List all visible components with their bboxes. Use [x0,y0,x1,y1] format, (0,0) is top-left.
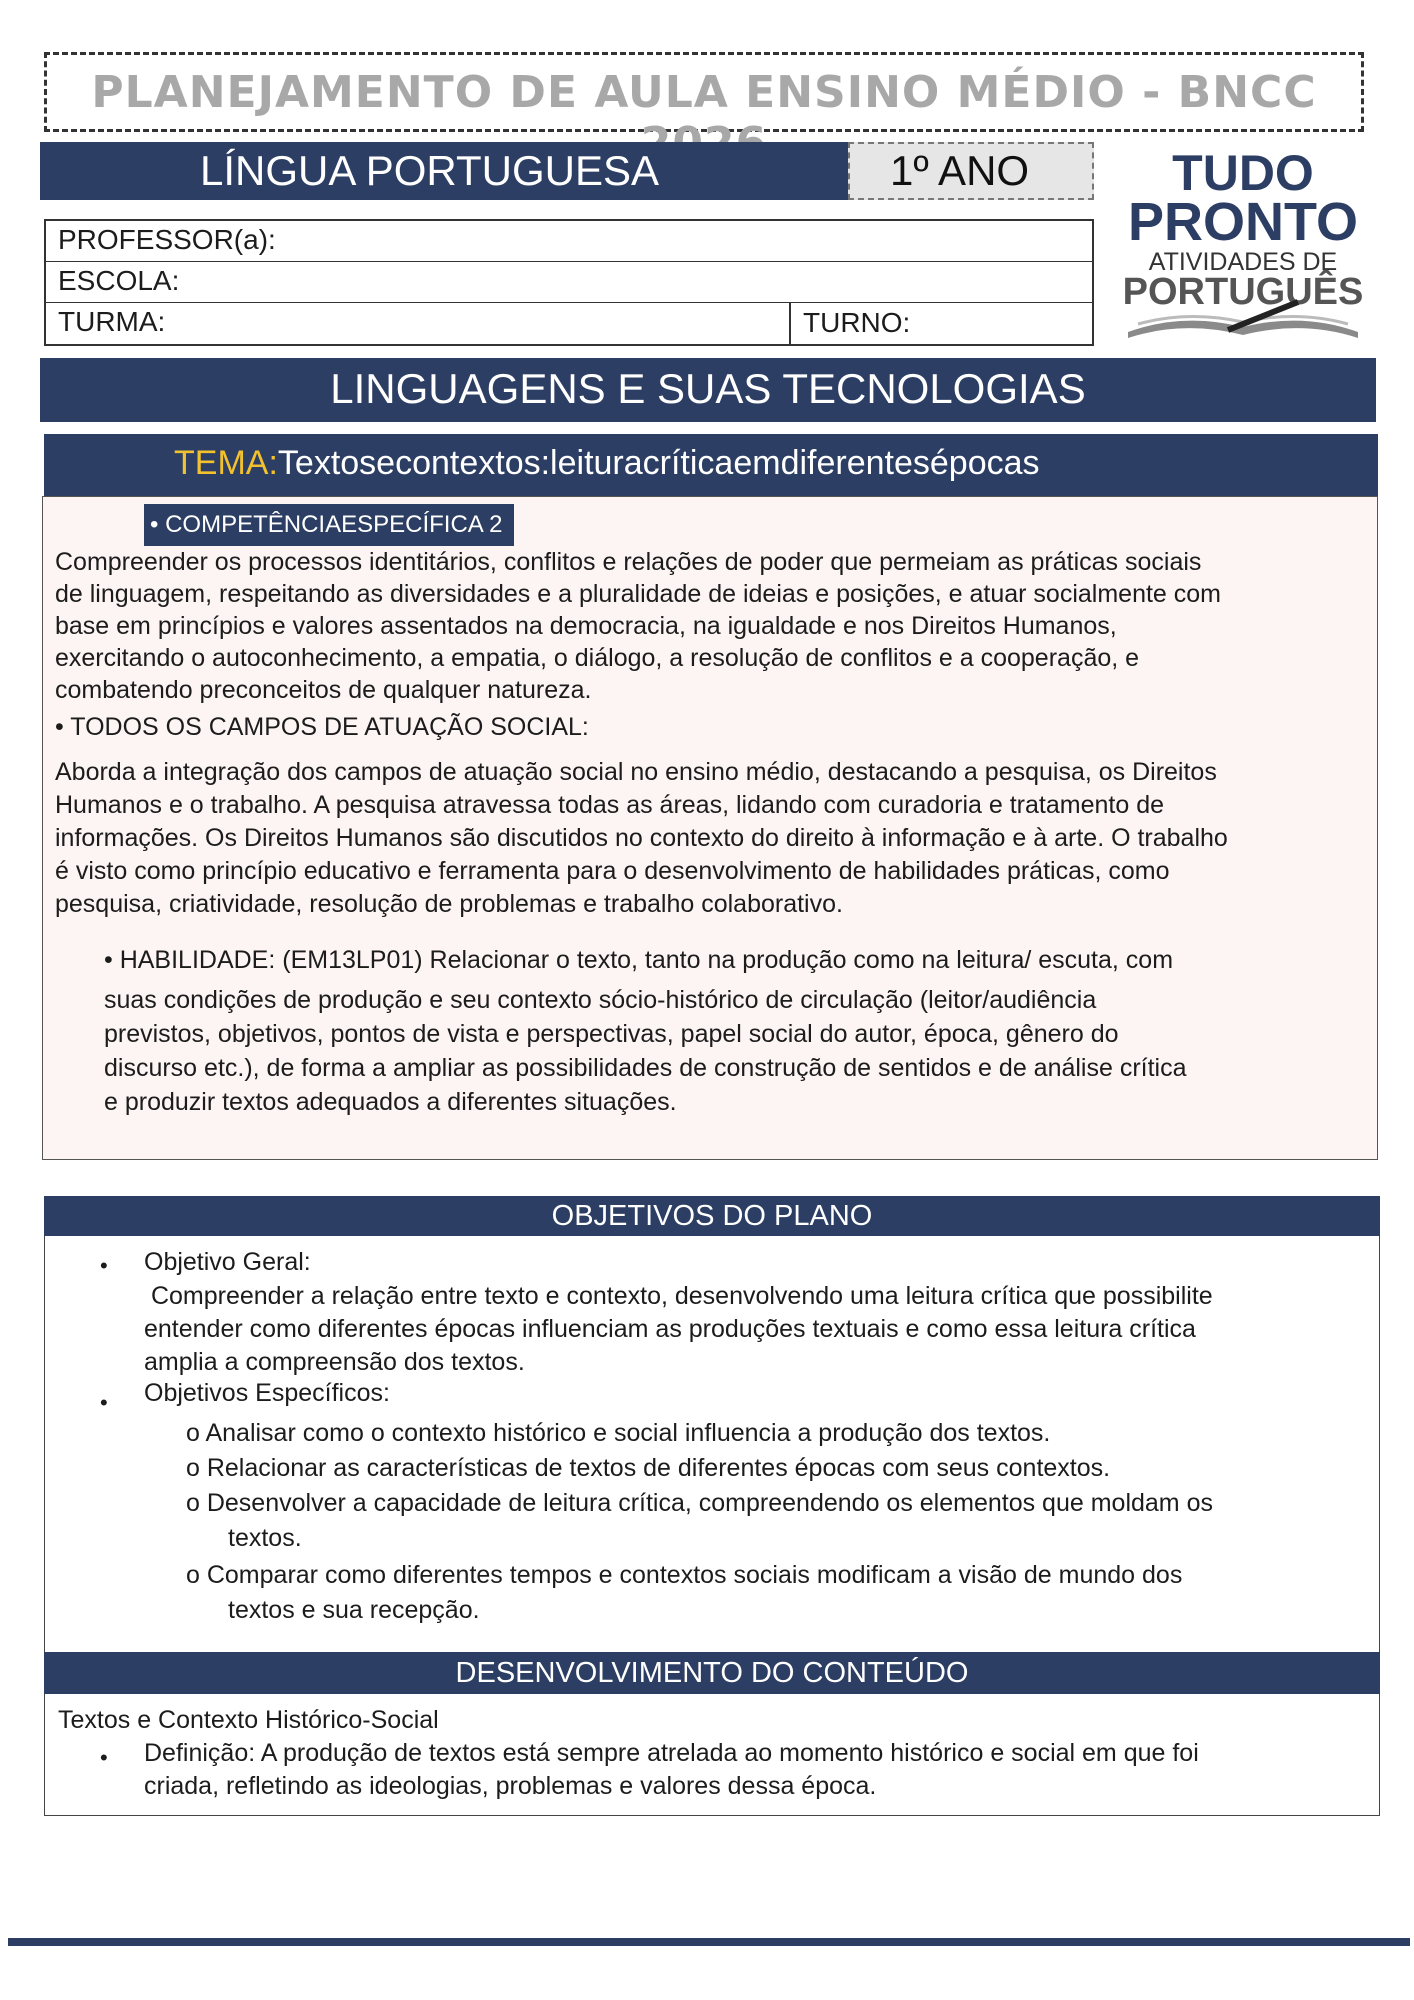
document-banner [44,52,1364,132]
objetivo-geral-text [144,1280,1213,1379]
tema-bar [44,434,1378,496]
competencia-text [55,546,1221,706]
professor-field[interactable]: PROFESSOR(a): [46,221,1092,262]
text-line: pesquisa, criatividade, resolução de problemas e trabalho colaborativo. [55,890,843,918]
text-line: combatendo preconceitos de qualquer natureza. [55,676,592,704]
brand-logo [1108,142,1378,347]
banner-title: PLANEJAMENTO DE AULA ENSINO MÉDIO - BNCC [91,67,1317,118]
svg-text:PRONTO: PRONTO [1127,192,1359,252]
shift-field[interactable]: TURNO: [789,303,910,346]
development-heading: Textos e Contexto Histórico-Social [58,1706,439,1734]
text-line: de linguagem, respeitando as diversidades e a pluralidade de ideias e posições, e atuar socialmente com [55,580,1221,608]
text-line: Compreender a relação entre texto e contexto, desenvolvendo uma leitura crítica que possibilite [144,1282,1213,1310]
text-line: • HABILIDADE: (EM13LP01) Relacionar o texto, tanto na produção como na leitura/ escuta, com [104,946,1174,974]
text-line: Aborda a integração dos campos de atuação social no ensino médio, destacando a pesquisa, os Direitos [55,758,1217,786]
objetivo-geral-label: Objetivo Geral: [144,1248,311,1276]
area-title: LINGUAGENS E SUAS TECNOLOGIAS [40,358,1376,422]
class-field[interactable]: TURMA: [58,306,166,337]
competencia-badge: • COMPETÊNCIAESPECÍFICA 2 [144,504,514,546]
text-line: criada, refletindo as ideologias, problemas e valores dessa época. [144,1772,877,1800]
svg-text:PORTUGUÊS: PORTUGUÊS [1122,271,1364,313]
text-line: Compreender os processos identitários, conflitos e relações de poder que permeiam as práticas sociais [55,548,1202,576]
text-line: informações. Os Direitos Humanos são discutidos no contexto do direito à informação e à arte. O trabalho [55,824,1228,852]
text-line: suas condições de produção e seu contexto sócio-histórico de circulação (leitor/audiência [104,986,1097,1014]
text-line: previstos, objetivos, pontos de vista e perspectivas, papel social do autor, época, gênero do [104,1020,1119,1048]
text-line: amplia a compreensão dos textos. [144,1348,525,1376]
objetivo-item: o Relacionar as características de textos de diferentes épocas com seus contextos. [186,1454,1111,1482]
campos-text [55,756,1228,921]
bullet-icon: • [100,1253,108,1278]
objetivo-item: o Analisar como o contexto histórico e social influencia a produção dos textos. [186,1419,1051,1447]
footer-rule [8,1938,1410,1946]
text-line: exercitando o autoconhecimento, a empatia, o diálogo, a resolução de conflitos e a cooperação, e [55,644,1140,672]
development-text [144,1737,1199,1803]
bullet-icon: • [100,1390,108,1415]
text-line: base em princípios e valores assentados na democracia, na igualdade e nos Direitos Humanos, [55,612,1117,640]
text-line: discurso etc.), de forma a ampliar as possibilidades de construção de sentidos e de análise crítica [104,1054,1187,1082]
school-field[interactable]: ESCOLA: [46,262,1092,303]
bullet-icon: • [100,1745,108,1770]
objectives-title: OBJETIVOS DO PLANO [44,1196,1380,1236]
objetivo-item: o Comparar como diferentes tempos e contextos sociais modificam a visão de mundo dos [186,1561,1183,1589]
text-line: Definição: A produção de textos está sempre atrelada ao momento histórico e social em que foi [144,1739,1199,1767]
tema-text: Textosecontextos:leituracríticaemdiferentesépocas [277,444,1040,482]
teacher-info-table [44,219,1094,346]
objetivo-item-cont: textos e sua recepção. [228,1596,480,1624]
campos-heading: • TODOS OS CAMPOS DE ATUAÇÃO SOCIAL: [55,713,589,741]
text-line: é visto como princípio educativo e ferramenta para o desenvolvimento de habilidades práticas, como [55,857,1170,885]
development-title: DESENVOLVIMENTO DO CONTEÚDO [44,1652,1380,1694]
habilidade-text [104,943,1187,1119]
objetivo-item: o Desenvolver a capacidade de leitura crítica, compreendendo os elementos que moldam os [186,1489,1213,1517]
svg-text:ATIVIDADES DE: ATIVIDADES DE [1148,248,1338,276]
book-pen-icon [1108,142,1378,347]
svg-text:TUDO: TUDO [1172,145,1314,201]
text-line: Humanos e o trabalho. A pesquisa atravessa todas as áreas, lidando com curadoria e tratamento de [55,791,1164,819]
objetivos-especificos-label: Objetivos Específicos: [144,1379,390,1407]
grade-label: 1º ANO [848,142,1094,200]
text-line: e produzir textos adequados a diferentes situações. [104,1088,677,1116]
subject-title: LÍNGUA PORTUGUESA [40,142,848,200]
text-line: entender como diferentes épocas influenciam as produções textuais e como essa leitura crítica [144,1315,1196,1343]
tema-label: TEMA: [174,444,278,482]
objetivo-item-cont: textos. [228,1524,302,1552]
